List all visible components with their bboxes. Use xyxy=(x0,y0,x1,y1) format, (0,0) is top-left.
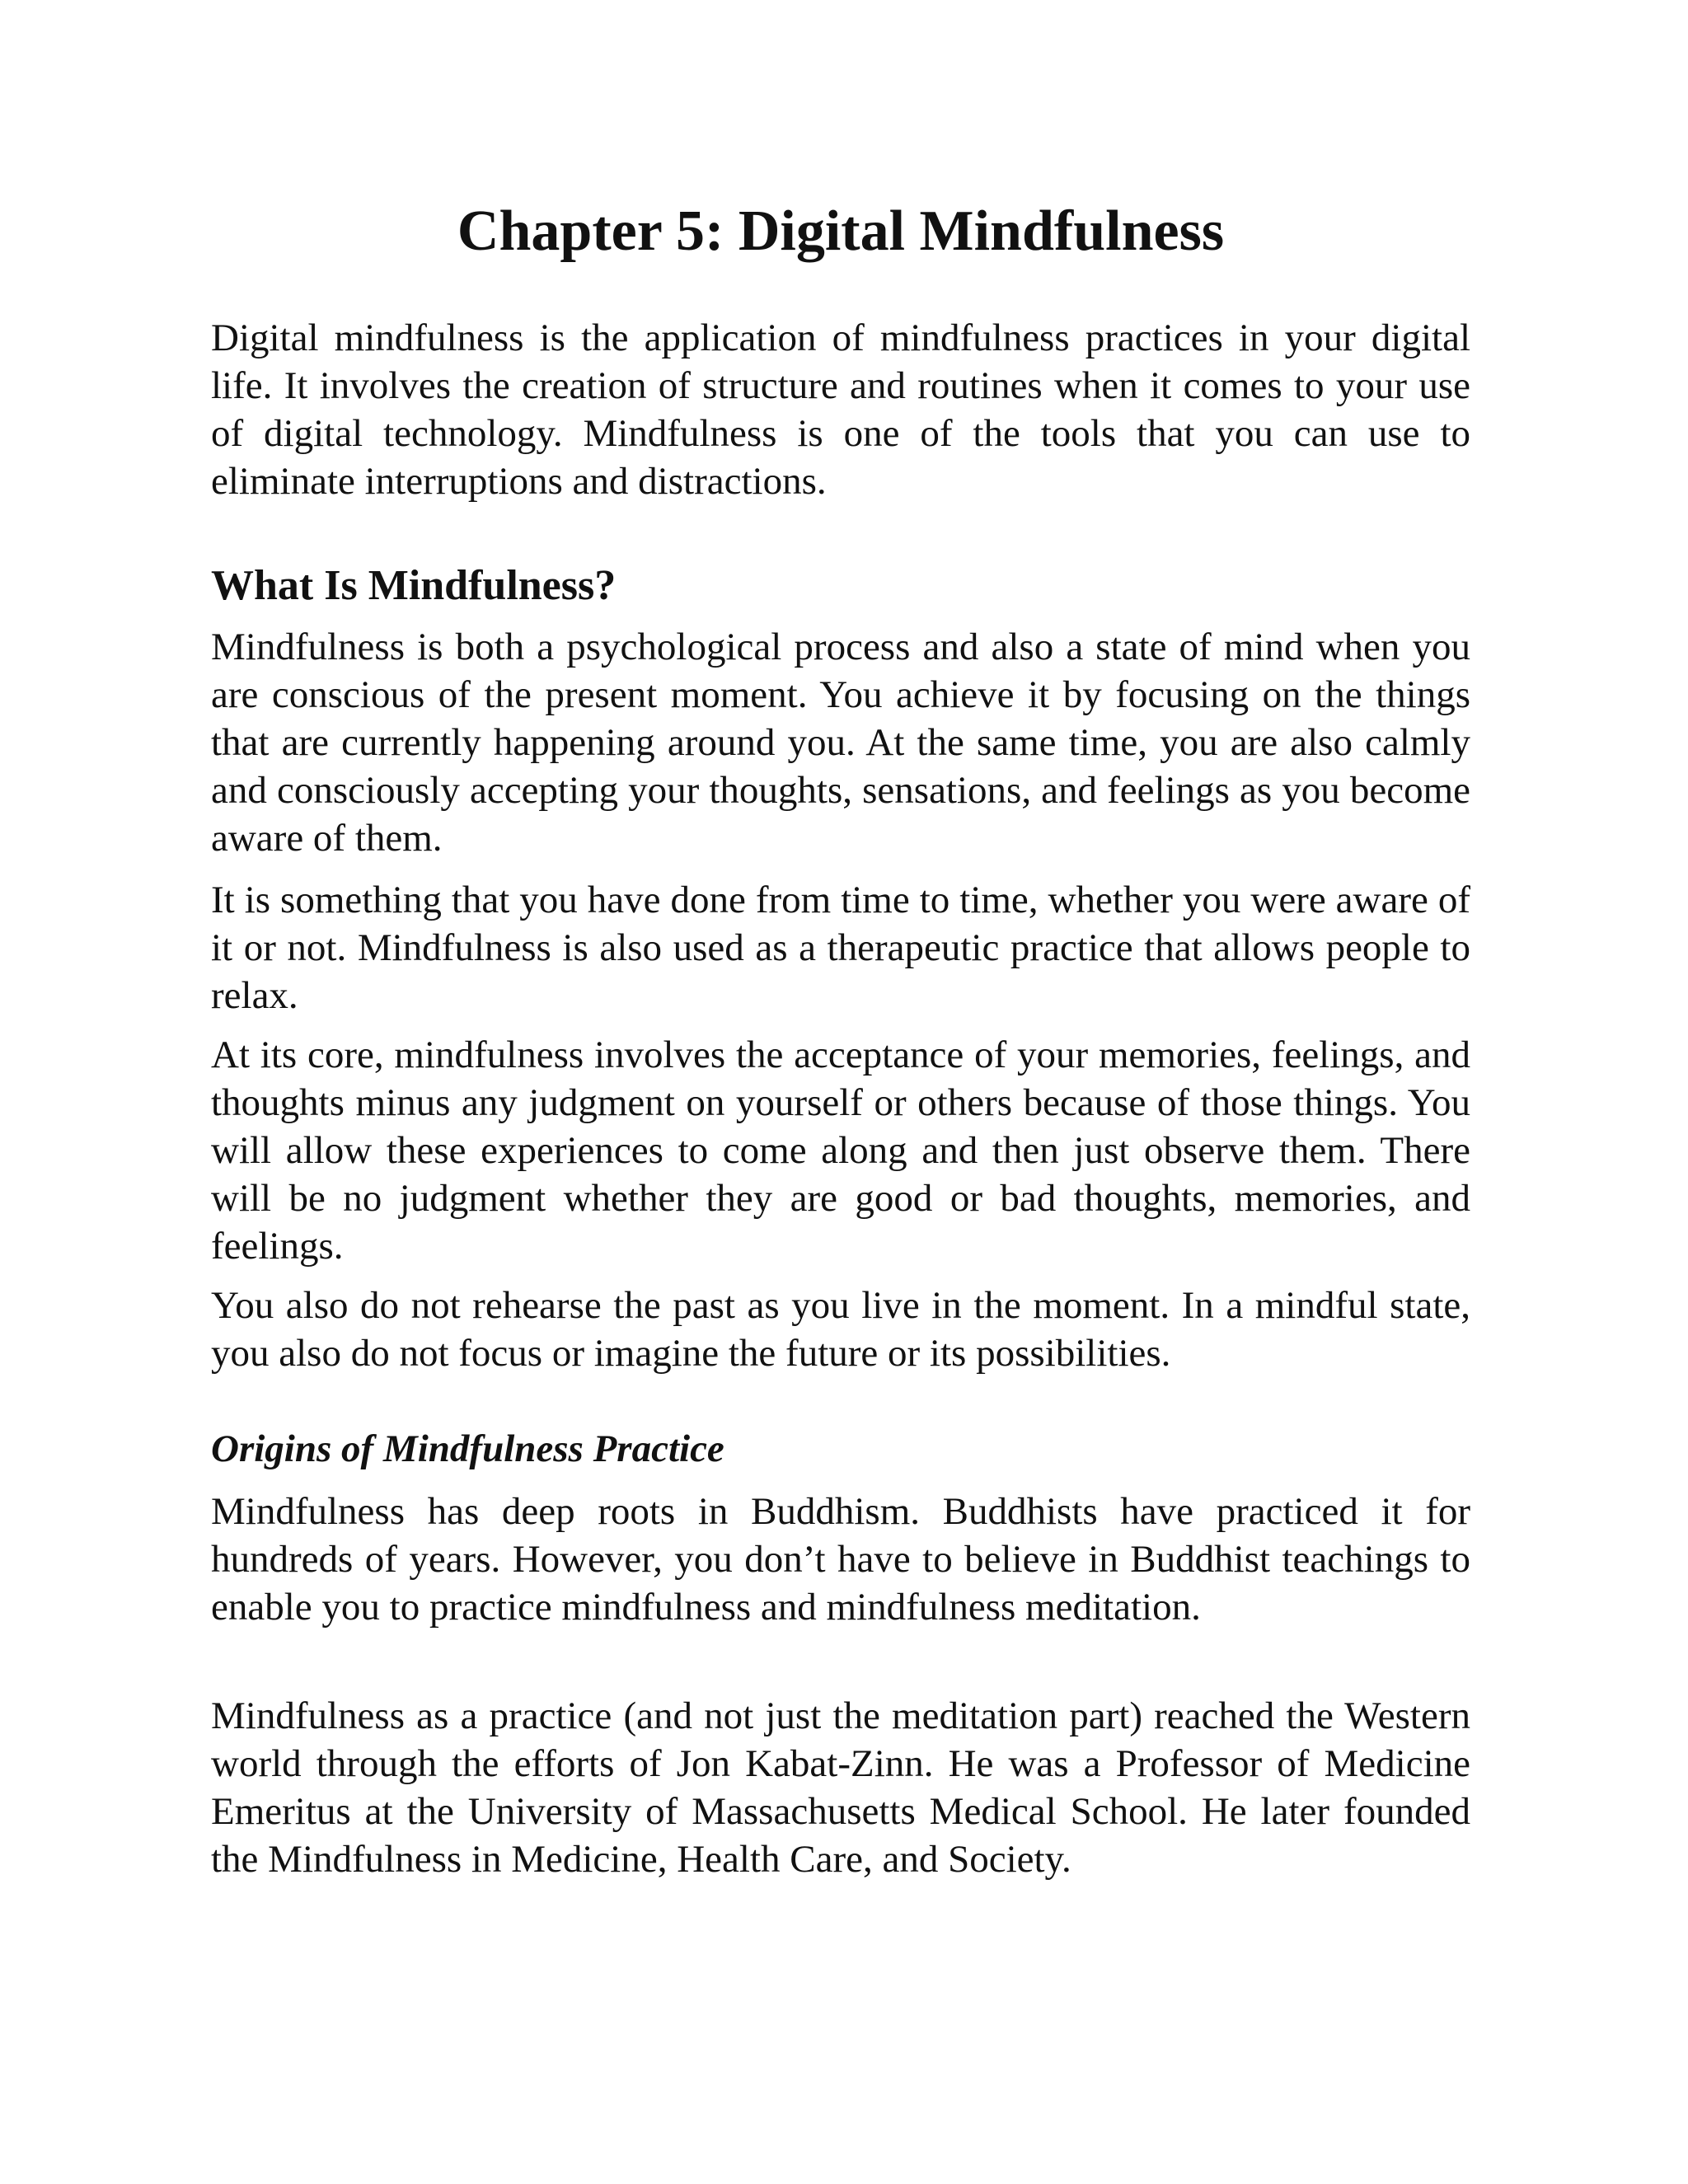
paragraph: It is something that you have done from time to time, whether you were aware of it or not. Mindfulness is also used as a therapeutic practice that allows people to relax. xyxy=(211,879,1470,1017)
subsection-heading-origins: Origins of Mindfulness Practice xyxy=(211,1427,724,1470)
paragraph: Mindfulness has deep roots in Buddhism. Buddhists have practiced it for hundreds of years. However, you don’t have to believe in Buddhist teachings to enable you to practice mindfulness and mindfulness meditation. xyxy=(211,1490,1470,1629)
intro-paragraph: Digital mindfulness is the application of mindfulness practices in your digital life. It involves the creation of structure and routines when it comes to your use of digital technology. Mindfulness is one of the tools that you can use to eliminate interruptions and distractions. xyxy=(211,316,1470,503)
section-heading-what-is-mindfulness: What Is Mindfulness? xyxy=(211,562,617,609)
chapter-title: Chapter 5: Digital Mindfulness xyxy=(457,199,1225,263)
paragraph: Mindfulness is both a psychological process and also a state of mind when you are conscious of the present moment. You achieve it by focusing on the things that are currently happening around you. At the same time, you are also calmly and consciously accepting your thoughts, sensations, and feelings as you become aware of them. xyxy=(211,626,1470,860)
paragraph: Mindfulness as a practice (and not just the meditation part) reached the Western world through the efforts of Jon Kabat-Zinn. He was a Professor of Medicine Emeritus at the University of Massachusetts Medical School. He later founded the Mindfulness in Medicine, Health Care, and Society. xyxy=(211,1694,1470,1881)
paragraph: You also do not rehearse the past as you live in the moment. In a mindful state, you also do not focus or imagine the future or its possibilities. xyxy=(211,1284,1470,1375)
paragraph: At its core, mindfulness involves the acceptance of your memories, feelings, and thoughts minus any judgment on yourself or others because of those things. You will allow these experiences to come along and then just observe them. There will be no judgment whether they are good or bad thoughts, memories, and feelings. xyxy=(211,1033,1470,1268)
